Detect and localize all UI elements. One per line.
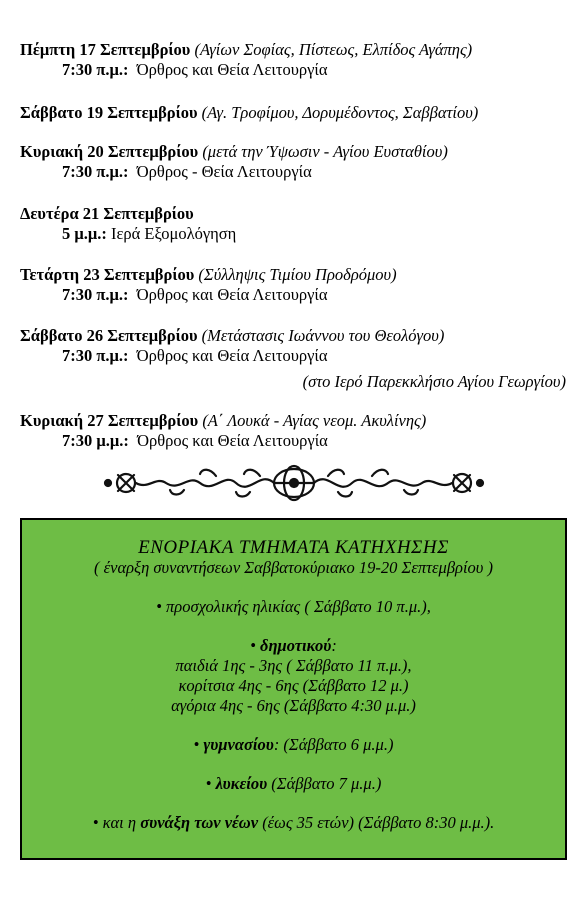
entry-day: Τετάρτη 23 Σεπτεμβρίου [20, 265, 195, 284]
entry-heading [20, 142, 448, 162]
entry-feast: (Αγίων Σοφίας, Πίστεως, Ελπίδος Αγάπης) [194, 40, 473, 59]
catechism-lyceum: • λυκείου (Σάββατο 7 μ.μ.) [205, 774, 382, 793]
entry-time: 7:30 π.μ. [62, 285, 124, 304]
primary-label: δημοτικού [260, 636, 332, 655]
schedule-entry [20, 411, 426, 451]
entry-time: 7:30 μ.μ. [62, 431, 124, 450]
entry-heading [20, 204, 236, 224]
catechism-subtitle: ( έναρξη συναντήσεων Σαββατοκύριακο 19-20 Σεπτεμβρίου ) [94, 558, 493, 577]
entry-service: Όρθρος και Θεία Λειτουργία [136, 346, 328, 365]
entry-service: Όρθρος και Θεία Λειτουργία [136, 60, 328, 79]
entry-service-line: 7:30 μ.μ.: Όρθρος και Θεία Λειτουργία [62, 431, 328, 450]
schedule-entry [20, 204, 236, 244]
entry-time: 7:30 π.μ. [62, 346, 124, 365]
entry-heading [20, 326, 444, 346]
schedule-entry [20, 103, 478, 123]
catechism-primary-line: παιδιά 1ης - 3ης ( Σάββατο 11 π.μ.), [175, 656, 412, 675]
entry-service-line: 7:30 π.μ.: Όρθρος και Θεία Λειτουργία [62, 60, 328, 79]
schedule-entry [20, 142, 448, 182]
catechism-primary-heading: • δημοτικού: [250, 636, 337, 655]
entry-service-line: 7:30 π.μ.: Όρθρος και Θεία Λειτουργία [62, 285, 328, 304]
entry-heading [20, 40, 472, 60]
catechism-youth: • και η συνάξη των νέων (έως 35 ετών) (Σάββατο 8:30 μ.μ.). [92, 813, 495, 832]
gymnasium-label: γυμνασίου [203, 735, 274, 754]
entry-day: Κυριακή 20 Σεπτεμβρίου [20, 142, 199, 161]
catechism-title: ΕΝΟΡΙΑΚΑ ΤΜΗΜΑΤΑ ΚΑΤΗΧΗΣΗΣ [138, 537, 449, 558]
entry-location: (στο Ιερό Παρεκκλήσιο Αγίου Γεωργίου) [302, 372, 566, 391]
entry-feast: (Μετάστασις Ιωάννου του Θεολόγου) [201, 326, 445, 345]
entry-heading [20, 265, 397, 285]
entry-service-line: 7:30 π.μ.: Όρθρος και Θεία Λειτουργία [62, 346, 328, 365]
entry-service-line: 7:30 π.μ.: Όρθρος - Θεία Λειτουργία [62, 162, 312, 181]
schedule-entry [20, 40, 472, 80]
entry-feast: (Α΄ Λουκά - Αγίας νεομ. Ακυλίνης) [202, 411, 427, 430]
entry-feast: (Αγ. Τροφίμου, Δορυμέδοντος, Σαββατίου) [201, 103, 479, 122]
entry-heading [20, 411, 426, 431]
schedule-entry [20, 326, 444, 366]
entry-feast: (μετά την Ύψωσιν - Αγίου Ευσταθίου) [202, 142, 448, 161]
youth-label: συνάξη των νέων [140, 813, 259, 832]
entry-day: Σάββατο 19 Σεπτεμβρίου [20, 103, 198, 122]
entry-time: 5 μ.μ. [62, 224, 102, 243]
entry-service-line: 5 μ.μ.: Ιερά Εξομολόγηση [62, 224, 237, 243]
catechism-box [20, 518, 567, 860]
entry-feast: (Σύλληψις Τιμίου Προδρόμου) [198, 265, 397, 284]
catechism-preschool: • προσχολικής ηλικίας ( Σάββατο 10 π.μ.), [156, 597, 431, 616]
entry-day: Σάββατο 26 Σεπτεμβρίου [20, 326, 198, 345]
entry-time: 7:30 π.μ. [62, 162, 124, 181]
entry-day: Πέμπτη 17 Σεπτεμβρίου [20, 40, 191, 59]
entry-time: 7:30 π.μ. [62, 60, 124, 79]
entry-day: Κυριακή 27 Σεπτεμβρίου [20, 411, 199, 430]
entry-service: Ιερά Εξομολόγηση [110, 224, 237, 243]
entry-service: Όρθρος και Θεία Λειτουργία [136, 285, 328, 304]
entry-day: Δευτέρα 21 Σεπτεμβρίου [20, 204, 194, 223]
ornament-divider-icon [100, 462, 488, 504]
catechism-primary-line: αγόρια 4ης - 6ης (Σάββατο 4:30 μ.μ.) [171, 696, 416, 715]
catechism-gymnasium: • γυμνασίου: (Σάββατο 6 μ.μ.) [193, 735, 394, 754]
entry-service: Όρθρος - Θεία Λειτουργία [136, 162, 312, 181]
catechism-primary-line: κορίτσια 4ης - 6ης (Σάββατο 12 μ.) [178, 676, 409, 695]
schedule-entry [20, 265, 397, 305]
entry-service: Όρθρος και Θεία Λειτουργία [137, 431, 328, 450]
lyceum-label: λυκείου [215, 774, 268, 793]
entry-heading [20, 103, 478, 123]
